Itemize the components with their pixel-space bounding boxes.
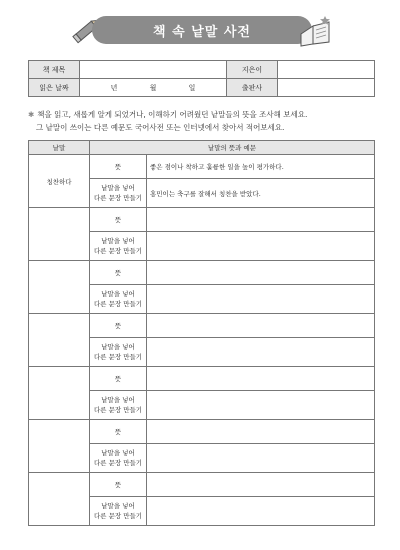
example-sentence: 홍민이는 축구를 잘해서 칭찬을 받았다.	[147, 179, 375, 208]
month-label: 월	[149, 83, 157, 92]
meaning-label: 뜻	[90, 155, 147, 179]
publisher-field[interactable]	[278, 79, 375, 97]
sentence-field[interactable]	[147, 391, 375, 420]
sentence-field[interactable]	[147, 285, 375, 314]
meaning-field[interactable]	[147, 367, 375, 391]
table-row	[29, 367, 375, 391]
header-word: 낱말	[29, 141, 90, 155]
meaning-label: 뜻	[90, 473, 147, 497]
book-info-table	[28, 60, 375, 97]
author-field[interactable]	[278, 61, 375, 79]
sentence-label: 낱말을 넣어 다른 문장 만들기	[90, 338, 147, 367]
word-field[interactable]	[29, 261, 90, 314]
table-row	[29, 314, 375, 338]
sentence-field[interactable]	[147, 338, 375, 367]
table-row	[29, 473, 375, 497]
table-row	[29, 155, 375, 179]
table-row	[29, 420, 375, 444]
instruction-line-1: ✱ 책을 읽고, 새롭게 알게 되었거나, 이해하기 어려웠던 낱말들의 뜻을 조사해 보세요.	[28, 110, 308, 119]
sentence-field[interactable]	[147, 444, 375, 473]
word-field[interactable]	[29, 367, 90, 420]
publisher-label: 출판사	[227, 79, 278, 97]
meaning-label: 뜻	[90, 314, 147, 338]
table-row	[29, 261, 375, 285]
book-icon	[295, 14, 335, 48]
meaning-field[interactable]	[147, 314, 375, 338]
meaning-field[interactable]	[147, 208, 375, 232]
book-title-label: 책 제목	[29, 61, 80, 79]
sentence-label: 낱말을 넣어 다른 문장 만들기	[90, 497, 147, 526]
meaning-label: 뜻	[90, 420, 147, 444]
sentence-field[interactable]	[147, 232, 375, 261]
vocabulary-table	[28, 140, 375, 526]
meaning-label: 뜻	[90, 367, 147, 391]
page-title: 책 속 낱말 사전	[153, 24, 251, 40]
day-label: 일	[188, 83, 196, 92]
meaning-label: 뜻	[90, 261, 147, 285]
meaning-field[interactable]	[147, 420, 375, 444]
sentence-label: 낱말을 넣어 다른 문장 만들기	[90, 285, 147, 314]
word-field[interactable]	[29, 420, 90, 473]
sentence-label: 낱말을 넣어 다른 문장 만들기	[90, 391, 147, 420]
meaning-label: 뜻	[90, 208, 147, 232]
read-date-label: 읽은 날짜	[29, 79, 80, 97]
year-label: 년	[110, 83, 118, 92]
word-field[interactable]	[29, 208, 90, 261]
author-label: 지은이	[227, 61, 278, 79]
title-banner	[92, 16, 312, 44]
word-field[interactable]	[29, 473, 90, 526]
meaning-field[interactable]	[147, 473, 375, 497]
table-row	[29, 208, 375, 232]
header-meaning: 낱말의 뜻과 예문	[90, 141, 375, 155]
instructions	[28, 108, 378, 134]
example-word: 칭찬하다	[29, 155, 90, 208]
word-field[interactable]	[29, 314, 90, 367]
sentence-field[interactable]	[147, 497, 375, 526]
instruction-line-2: 그 낱말이 쓰이는 다른 예문도 국어사전 또는 인터넷에서 찾아서 적어보세요.	[36, 123, 285, 132]
star-icon: ✱	[28, 110, 35, 119]
read-date-field[interactable]	[80, 79, 227, 97]
sentence-label: 낱말을 넣어 다른 문장 만들기	[90, 444, 147, 473]
book-title-field[interactable]	[80, 61, 227, 79]
sentence-label: 낱말을 넣어 다른 문장 만들기	[90, 232, 147, 261]
sentence-label: 낱말을 넣어 다른 문장 만들기	[90, 179, 147, 208]
example-meaning: 좋은 점이나 착하고 훌륭한 일을 높이 평가하다.	[147, 155, 375, 179]
meaning-field[interactable]	[147, 261, 375, 285]
